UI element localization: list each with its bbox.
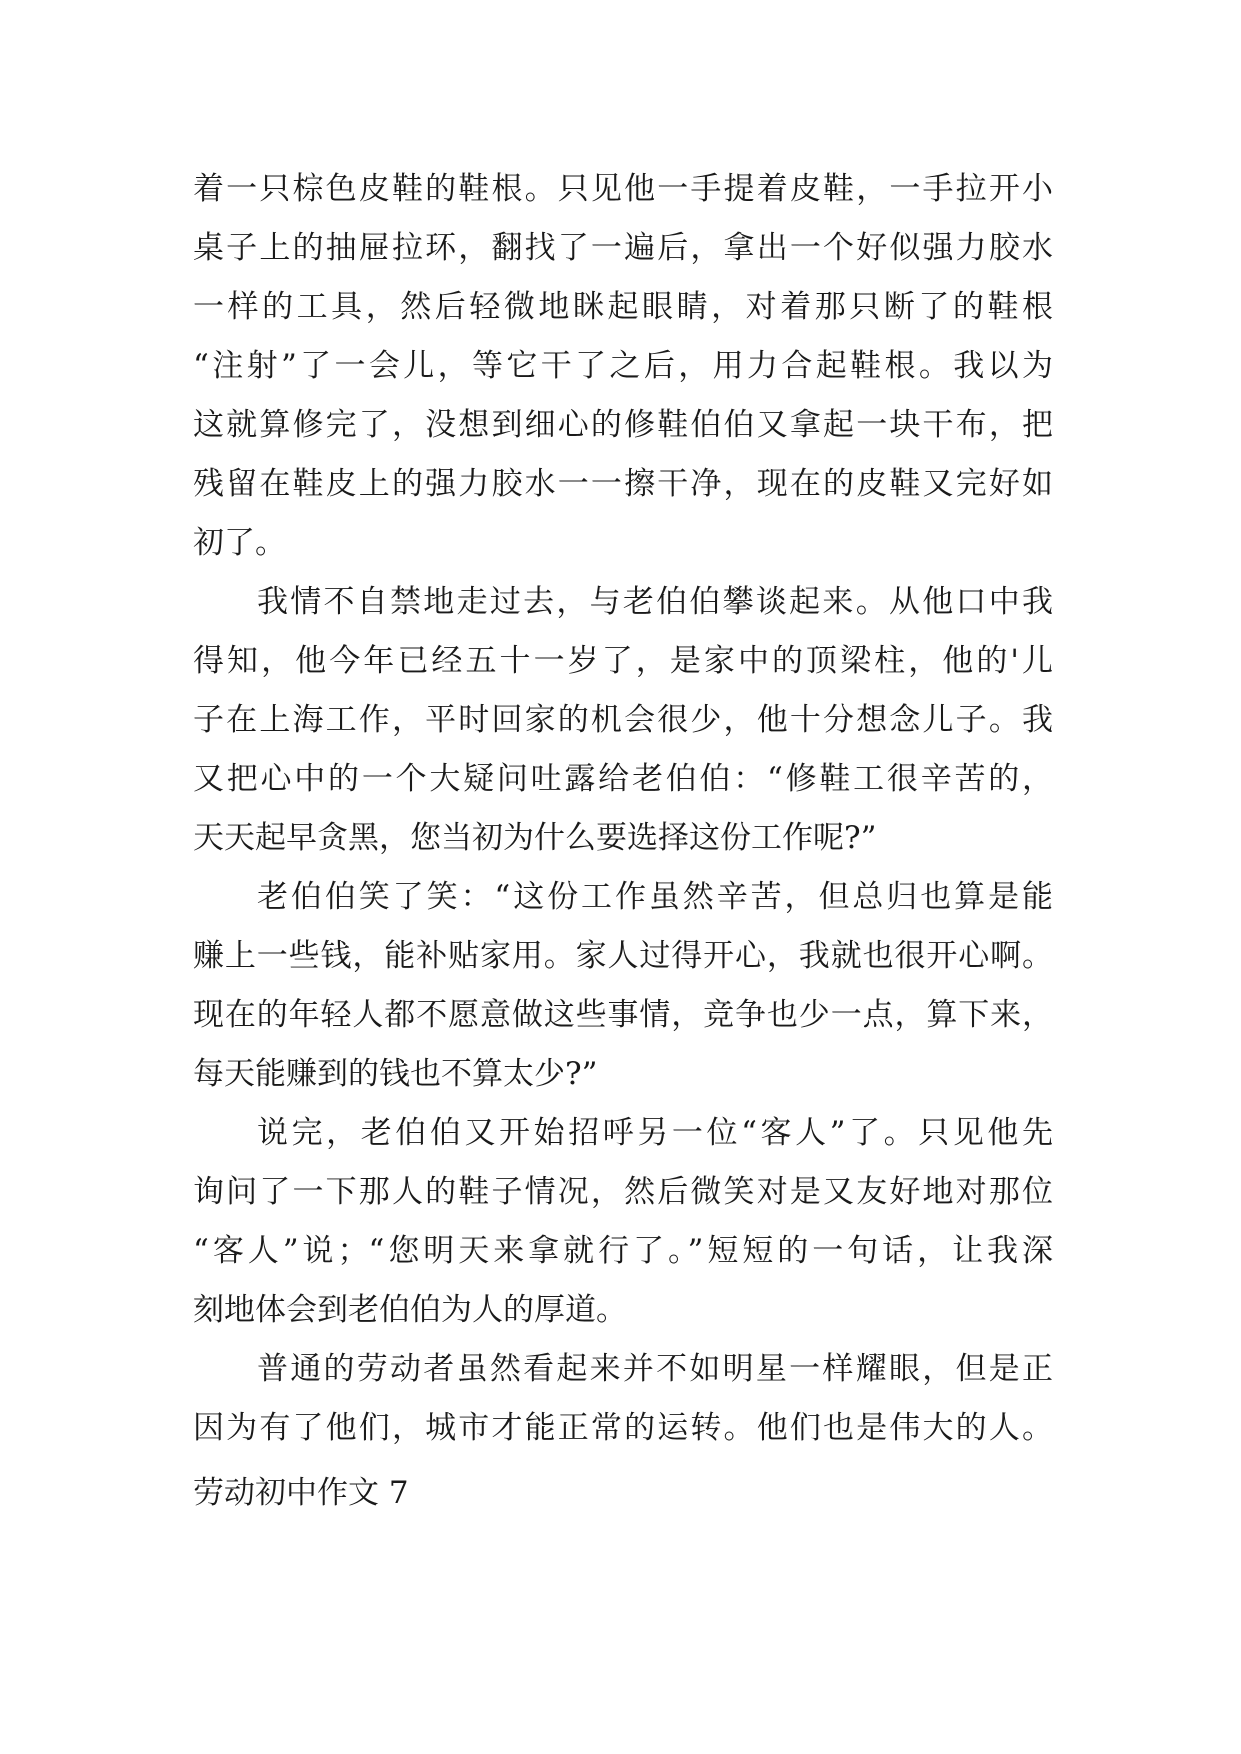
- text-line: 询问了一下那人的鞋子情况，然后微笑对是又友好地对那位: [193, 1174, 1053, 1210]
- text-line: “注射”了一会儿，等它干了之后，用力合起鞋根。我以为: [193, 348, 1053, 384]
- text-line: 子在上海工作，平时回家的机会很少，他十分想念儿子。我: [193, 702, 1053, 738]
- text-line: 我情不自禁地走过去，与老伯伯攀谈起来。从他口中我: [257, 584, 1053, 620]
- text-line: 一样的工具，然后轻微地眯起眼睛，对着那只断了的鞋根: [193, 289, 1053, 325]
- text-line: 天天起早贪黑，您当初为什么要选择这份工作呢?”: [193, 820, 877, 856]
- text-line: 得知，他今年已经五十一岁了，是家中的顶梁柱，他的'儿: [193, 643, 1053, 679]
- text-line: 初了。: [193, 525, 286, 561]
- text-line: 这就算修完了，没想到细心的修鞋伯伯又拿起一块干布，把: [193, 407, 1053, 443]
- text-line: 因为有了他们，城市才能正常的运转。他们也是伟大的人。: [193, 1410, 1053, 1446]
- text-line: 着一只棕色皮鞋的鞋根。只见他一手提着皮鞋，一手拉开小: [193, 171, 1053, 207]
- paragraph-5: [193, 1340, 1053, 1458]
- text-line: 老伯伯笑了笑：“这份工作虽然辛苦，但总归也算是能: [257, 879, 1053, 915]
- text-line: 残留在鞋皮上的强力胶水一一擦干净，现在的皮鞋又完好如: [193, 466, 1053, 502]
- text-line: 刻地体会到老伯伯为人的厚道。: [193, 1292, 627, 1328]
- paragraph-1: [193, 160, 1053, 573]
- essay-body: [193, 160, 1053, 1458]
- text-line: 现在的年轻人都不愿意做这些事情，竞争也少一点，算下来，: [193, 997, 1053, 1033]
- text-line: “客人”说；“您明天来拿就行了。”短短的一句话，让我深: [193, 1233, 1053, 1269]
- text-line: 桌子上的抽屉拉环，翻找了一遍后，拿出一个好似强力胶水: [193, 230, 1053, 266]
- text-line: 赚上一些钱，能补贴家用。家人过得开心，我就也很开心啊。: [193, 938, 1053, 974]
- section-heading: 劳动初中作文 7: [193, 1475, 409, 1511]
- paragraph-3: [193, 868, 1053, 1104]
- text-line: 说完，老伯伯又开始招呼另一位“客人”了。只见他先: [257, 1115, 1053, 1151]
- text-line: 每天能赚到的钱也不算太少?”: [193, 1056, 598, 1092]
- paragraph-2: [193, 573, 1053, 868]
- paragraph-4: [193, 1104, 1053, 1340]
- text-line: 又把心中的一个大疑问吐露给老伯伯：“修鞋工很辛苦的，: [193, 761, 1053, 797]
- text-line: 普通的劳动者虽然看起来并不如明星一样耀眼，但是正: [257, 1351, 1053, 1387]
